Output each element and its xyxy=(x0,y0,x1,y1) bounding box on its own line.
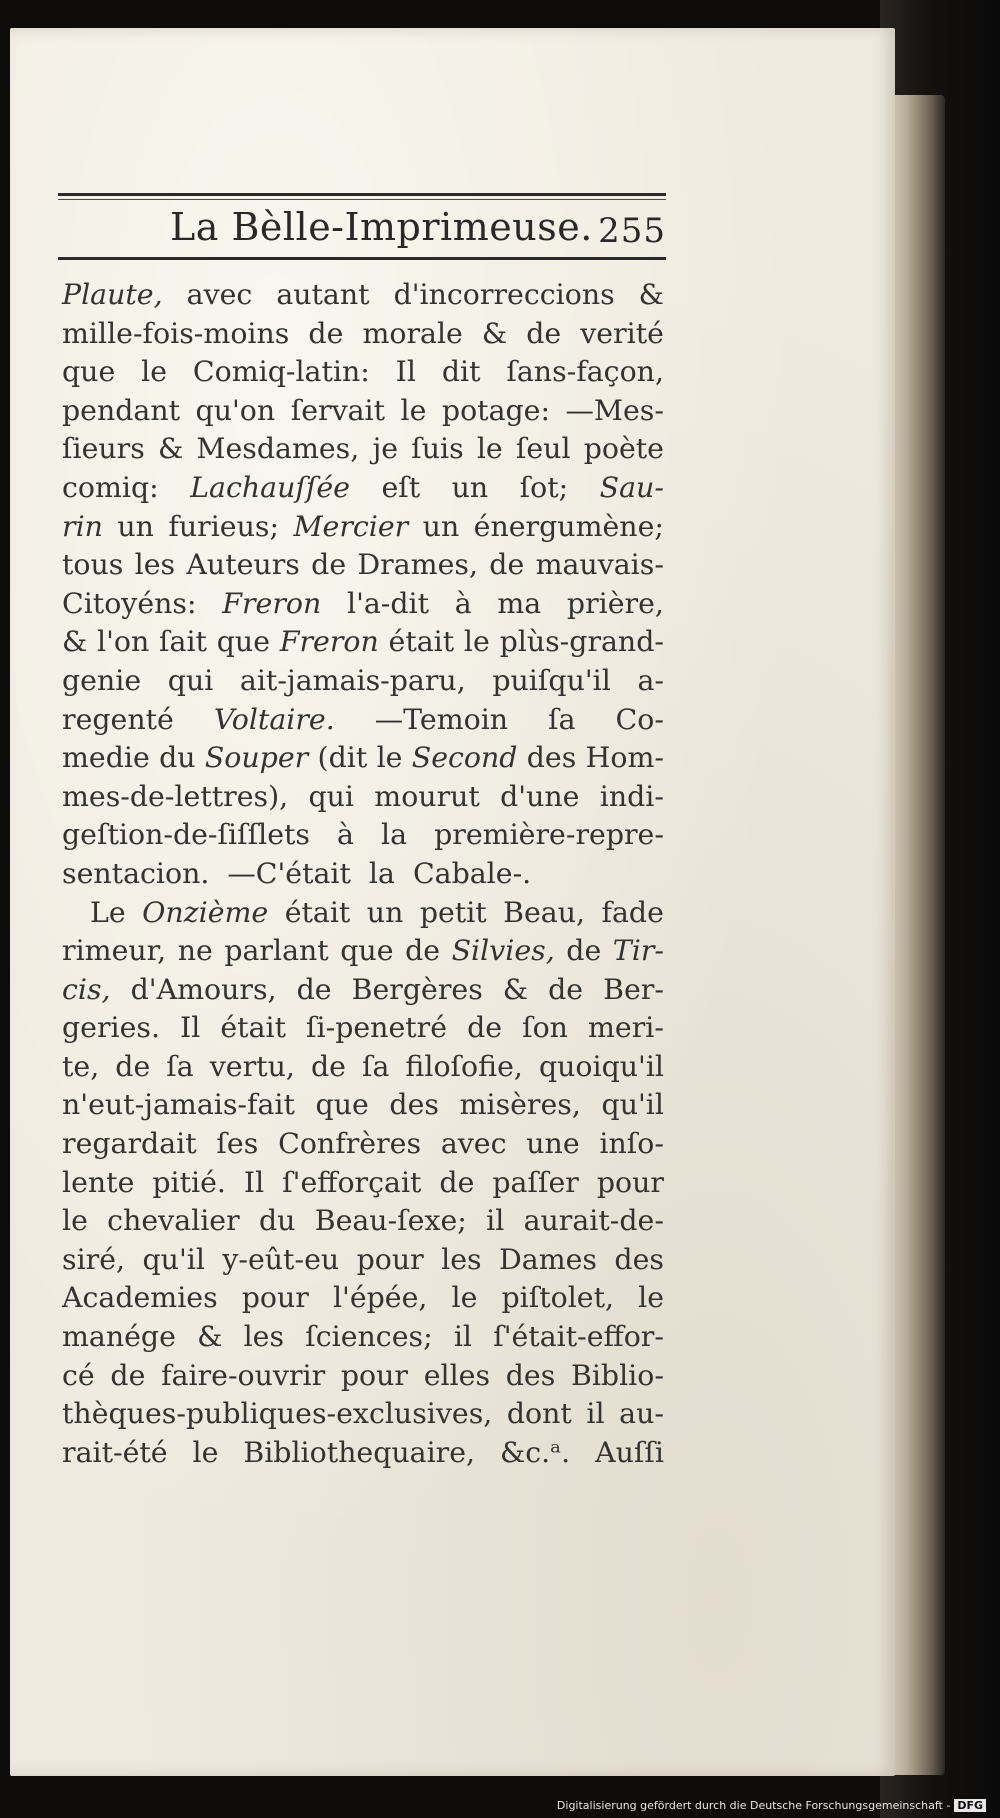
word: thèques-publiques-exclusives, xyxy=(62,1397,493,1431)
word: un xyxy=(422,509,460,543)
word: le xyxy=(463,625,490,659)
word: première-repre- xyxy=(434,818,664,852)
word: &c.ᵃ. xyxy=(499,1435,571,1469)
word: mauvais- xyxy=(535,548,664,582)
text-line xyxy=(62,276,664,315)
word: faire-ouvrir xyxy=(161,1358,326,1392)
word: regardait xyxy=(62,1127,197,1161)
word: eſt xyxy=(381,470,421,504)
word: de xyxy=(439,1165,475,1199)
text-line xyxy=(62,623,664,662)
text-line xyxy=(62,1395,664,1434)
word: Academies xyxy=(62,1281,218,1315)
word: Plaute, xyxy=(62,278,163,311)
word: Mercier xyxy=(293,509,409,543)
word: je xyxy=(372,432,399,466)
word: Voltaire. xyxy=(213,702,335,736)
header-rule-top-thin xyxy=(58,199,666,200)
word: vertu, xyxy=(209,1049,295,1083)
word: paſſer xyxy=(492,1165,579,1199)
header-rule-top xyxy=(58,193,666,196)
word: mille-fois-moins xyxy=(62,316,290,350)
credit-text: Digitalisierung gefördert durch die Deutsche Forschungsgemeinschaft - xyxy=(556,1799,951,1812)
word: Lachauſſée xyxy=(190,470,350,504)
text-line xyxy=(62,1434,664,1473)
text-line xyxy=(62,585,664,624)
word: Cabale-. xyxy=(412,856,532,890)
text-line xyxy=(62,392,664,431)
word: indi- xyxy=(599,779,664,813)
word: Freron xyxy=(279,625,379,659)
word: geſtion-de-ſiſſlets xyxy=(62,818,310,852)
word: lente xyxy=(62,1165,135,1199)
word: medie xyxy=(62,741,150,775)
word: ſervait xyxy=(290,393,386,427)
word: des xyxy=(389,1088,439,1122)
text-line xyxy=(62,701,664,740)
digitization-credit xyxy=(557,1799,986,1812)
word: qu'il xyxy=(142,1242,205,1276)
word: de xyxy=(489,548,525,582)
word: quoiqu'il xyxy=(538,1049,664,1083)
text-line xyxy=(62,546,664,585)
word: verité xyxy=(580,316,664,350)
word: —Mes- xyxy=(565,393,664,427)
word: elles xyxy=(423,1358,491,1392)
text-line xyxy=(62,1125,664,1164)
word: aurait-de- xyxy=(523,1204,664,1238)
word: pour xyxy=(340,1358,408,1392)
word: ſa xyxy=(166,1049,194,1083)
text-line xyxy=(62,662,664,701)
word: chevalier xyxy=(107,1204,240,1238)
dfg-logo: DFG xyxy=(954,1799,986,1812)
word: de xyxy=(566,934,602,968)
word: Co- xyxy=(615,702,664,736)
text-line xyxy=(62,1048,664,1087)
word: que xyxy=(216,625,270,659)
word: les xyxy=(243,1320,285,1354)
word: les xyxy=(134,548,176,582)
text-line xyxy=(62,1357,664,1396)
word: fade xyxy=(601,895,664,929)
text-line xyxy=(62,1164,664,1203)
word: & xyxy=(197,1320,223,1354)
word: ſon xyxy=(522,1011,568,1045)
text-line xyxy=(62,1009,664,1048)
word: à xyxy=(337,818,354,852)
word: piſtolet, xyxy=(501,1281,615,1315)
word: avec xyxy=(440,1127,507,1161)
text-line xyxy=(62,469,664,508)
word: Mesdames, xyxy=(196,432,360,466)
book-page xyxy=(10,28,895,1776)
word: petit xyxy=(419,895,487,929)
word: était xyxy=(284,895,351,929)
word: mes-de-lettres), xyxy=(62,779,289,813)
word: ſeul xyxy=(515,432,571,466)
word: de xyxy=(548,972,584,1006)
word: pour xyxy=(356,1242,424,1276)
word: geries. xyxy=(62,1011,161,1045)
word: à xyxy=(454,586,472,620)
word: des xyxy=(505,1358,556,1392)
word: du xyxy=(159,741,196,775)
word: de xyxy=(467,1011,503,1045)
word: ſ'efforçait xyxy=(282,1165,422,1199)
word: pendant xyxy=(62,393,181,427)
running-head xyxy=(58,165,666,265)
text-line xyxy=(62,971,664,1010)
word: ſans-façon, xyxy=(506,355,664,389)
word: le xyxy=(400,393,427,427)
word: de xyxy=(310,1049,346,1083)
word: morale xyxy=(362,316,463,350)
word: il xyxy=(453,1320,472,1354)
word: du xyxy=(258,1204,296,1238)
word: au- xyxy=(619,1397,664,1431)
word: (dit xyxy=(317,741,368,775)
word: des xyxy=(526,741,577,775)
word: le xyxy=(62,1204,88,1238)
word: la xyxy=(368,856,395,890)
word: que xyxy=(340,934,394,968)
word: dit xyxy=(441,355,481,389)
word: filoſofie, xyxy=(405,1049,523,1083)
word: Onzième xyxy=(142,895,269,929)
word: d'Amours, xyxy=(130,972,277,1006)
word: un xyxy=(451,470,489,504)
word: de xyxy=(311,548,347,582)
word: Bibliothequaire, xyxy=(243,1435,476,1469)
word: sentacion. xyxy=(62,856,210,890)
word: Souper xyxy=(204,741,309,775)
word: ſa xyxy=(548,702,576,736)
word: parlant xyxy=(224,934,329,968)
word: Beau, xyxy=(503,895,586,929)
word: de xyxy=(308,316,344,350)
word: qu'on xyxy=(195,393,276,427)
word: manége xyxy=(62,1320,176,1354)
word: ſuis xyxy=(411,432,464,466)
word: ſait xyxy=(159,625,207,659)
word: Freron xyxy=(222,586,322,620)
word: Silvies, xyxy=(451,934,555,968)
word: Il xyxy=(180,1011,201,1045)
word: Le xyxy=(90,895,126,929)
word: tous xyxy=(62,548,124,582)
text-line xyxy=(62,932,664,971)
word: puiſqu'il xyxy=(492,663,611,697)
page-number: 255 xyxy=(598,211,666,251)
word: le xyxy=(451,1281,478,1315)
word: qu'il xyxy=(601,1088,664,1122)
word: Confrères xyxy=(278,1127,422,1161)
word: de xyxy=(115,1049,151,1083)
word: regenté xyxy=(62,702,174,736)
word: siré, xyxy=(62,1242,126,1276)
running-head-title: La Bèlle-Imprimeuse. xyxy=(170,205,593,249)
word: avec xyxy=(186,278,253,311)
word: de xyxy=(405,934,441,968)
word: pour xyxy=(596,1165,664,1199)
word: & xyxy=(502,972,529,1006)
word: il xyxy=(486,1204,505,1238)
word: comiq: xyxy=(62,470,159,504)
text-line xyxy=(62,778,664,817)
word: & xyxy=(638,278,664,311)
word: Il xyxy=(243,1165,265,1199)
word: les xyxy=(441,1242,482,1276)
word: rin xyxy=(62,509,103,543)
word: était xyxy=(388,625,455,659)
word: de xyxy=(110,1358,146,1392)
word: furieus; xyxy=(168,509,280,543)
text-line xyxy=(62,739,664,778)
text-line xyxy=(62,1086,664,1125)
word: ait-jamais-paru, xyxy=(239,663,466,697)
word: Second xyxy=(411,741,518,775)
word: ma xyxy=(497,586,542,620)
header-rule-bottom xyxy=(58,257,666,260)
word: poète xyxy=(583,432,664,466)
word: pour xyxy=(241,1281,309,1315)
word: la xyxy=(381,818,408,852)
text-line xyxy=(62,430,664,469)
word: d'incorreccions xyxy=(393,278,615,311)
word: —Temoin xyxy=(374,702,509,736)
word: que xyxy=(62,355,116,389)
word: le xyxy=(476,432,503,466)
word: Bergères xyxy=(351,972,483,1006)
word: Comiq-latin: xyxy=(192,355,370,389)
word: potage: xyxy=(441,393,551,427)
word: qui xyxy=(308,779,355,813)
word: mourut xyxy=(374,779,480,813)
word: cis, xyxy=(62,972,111,1006)
word: Hom- xyxy=(585,741,664,775)
word: d'une xyxy=(500,779,580,813)
word: n'eut-jamais-fait xyxy=(62,1088,295,1122)
word: plùs-grand- xyxy=(499,625,664,659)
page-body-text xyxy=(62,276,664,1472)
word: —C'était xyxy=(227,856,351,890)
word: des xyxy=(614,1242,664,1276)
word: énergumène; xyxy=(473,509,664,543)
word: Citoyéns: xyxy=(62,586,197,620)
word: ſ'était-effor- xyxy=(493,1320,664,1354)
word: misères, xyxy=(459,1088,581,1122)
word: Biblio- xyxy=(570,1358,664,1392)
word: dont xyxy=(506,1397,572,1431)
text-line xyxy=(62,315,664,354)
word: rimeur, xyxy=(62,934,167,968)
word: & xyxy=(157,432,184,466)
word: ſes xyxy=(216,1127,259,1161)
word: a- xyxy=(637,663,664,697)
word: de xyxy=(526,316,562,350)
word: autant xyxy=(276,278,370,311)
word: Il xyxy=(395,355,416,389)
word: l'épée, xyxy=(332,1281,428,1315)
text-line xyxy=(62,1318,664,1357)
text-line xyxy=(62,1202,664,1241)
word: Ber- xyxy=(603,972,664,1006)
text-line xyxy=(62,816,664,855)
word: Tir- xyxy=(612,934,664,968)
word: de xyxy=(296,972,332,1006)
word: le xyxy=(141,355,168,389)
word: te, xyxy=(62,1049,100,1083)
word: le xyxy=(192,1435,219,1469)
text-line xyxy=(62,1241,664,1280)
word: Auſſi xyxy=(595,1435,664,1469)
word: rait-été xyxy=(62,1435,168,1469)
word: inſo- xyxy=(599,1127,664,1161)
word: qui xyxy=(167,663,214,697)
word: meri- xyxy=(587,1011,664,1045)
word: il xyxy=(586,1397,605,1431)
word: Auteurs xyxy=(186,548,300,582)
word: était xyxy=(220,1011,286,1045)
word: genie xyxy=(62,663,142,697)
word: & xyxy=(481,316,508,350)
word: Sau- xyxy=(599,470,664,504)
word: ſciences; xyxy=(305,1320,433,1354)
word: un xyxy=(366,895,404,929)
word: le xyxy=(376,741,403,775)
word: le xyxy=(638,1281,664,1315)
text-line xyxy=(62,894,664,933)
word: l'a-dit xyxy=(346,586,430,620)
word: & xyxy=(62,625,88,659)
text-line xyxy=(62,1279,664,1318)
word: que xyxy=(315,1088,369,1122)
word: Dames xyxy=(499,1242,597,1276)
word: Beau-ſexe; xyxy=(314,1204,467,1238)
word: cé xyxy=(62,1358,95,1392)
word: y-eût-eu xyxy=(222,1242,340,1276)
text-line xyxy=(62,508,664,547)
word: ne xyxy=(177,934,213,968)
text-line xyxy=(62,855,664,894)
word: une xyxy=(526,1127,580,1161)
word: l'on xyxy=(97,625,150,659)
word: un xyxy=(117,509,154,543)
word: prière, xyxy=(566,586,664,620)
word: pitié. xyxy=(152,1165,226,1199)
text-line xyxy=(62,353,664,392)
word: ſieurs xyxy=(62,432,145,466)
word: Drames, xyxy=(357,548,478,582)
word: ſot; xyxy=(519,470,569,504)
word: ſa xyxy=(361,1049,390,1083)
word: ſi-penetré xyxy=(306,1011,448,1045)
